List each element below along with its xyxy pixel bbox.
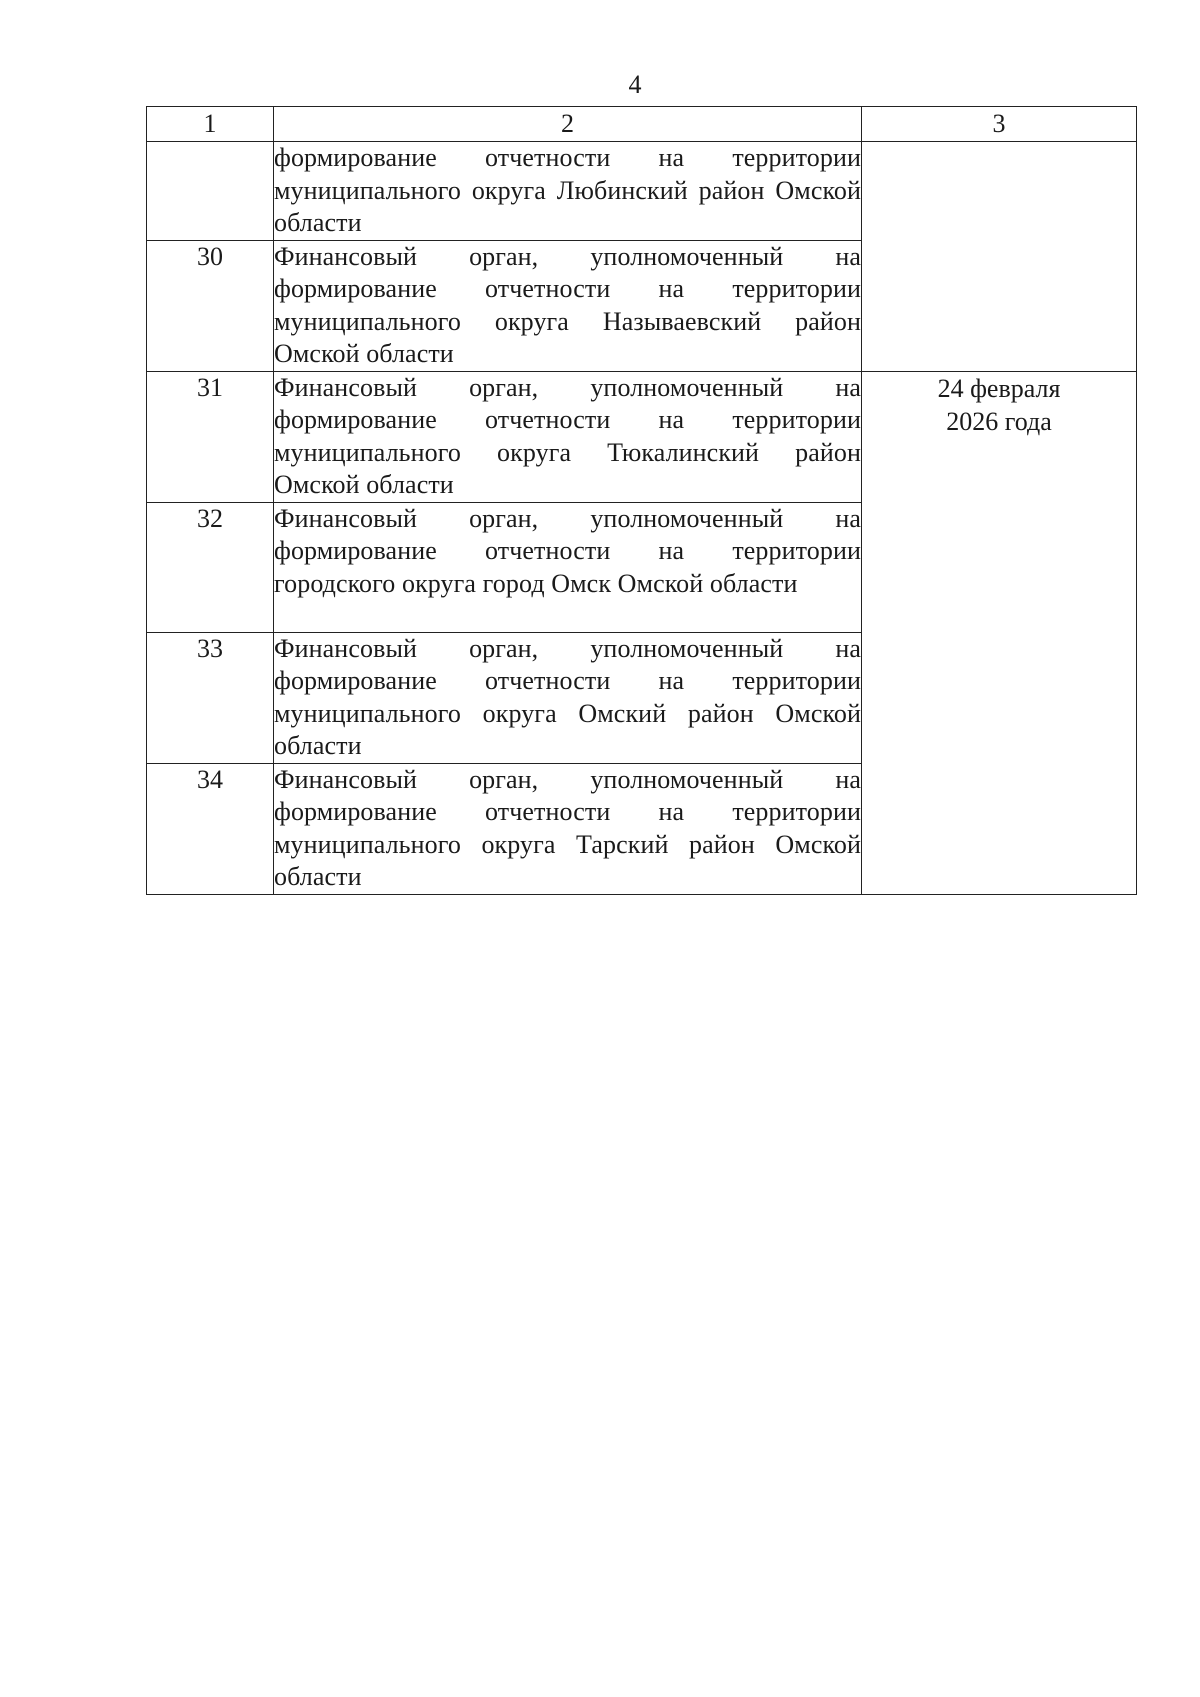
deadline-cell: [862, 371, 1137, 894]
row-description: формирование отчетности на территории муниципального округа Любинский район Омской области: [274, 142, 862, 241]
row-number: 30: [147, 240, 274, 371]
row-description: Финансовый орган, уполномоченный на формирование отчетности на территории муниципального округа Тюкалинский район Омской области: [274, 371, 862, 502]
table-header-row: [147, 107, 1137, 142]
deadline-cell-empty: [862, 142, 1137, 372]
row-description: Финансовый орган, уполномоченный на формирование отчетности на территории городского округа город Омск Омской области: [274, 502, 862, 632]
deadline-date: 24 февраля: [937, 373, 1061, 403]
reporting-deadlines-table: [146, 106, 1137, 895]
row-number: 31: [147, 371, 274, 502]
page-number: 4: [628, 70, 642, 99]
deadline-year: 2026 года: [946, 406, 1052, 436]
row-number: 33: [147, 632, 274, 763]
column-header-2: 2: [274, 107, 862, 142]
table-row: [147, 371, 1137, 502]
row-number: [147, 142, 274, 241]
table-row: [147, 142, 1137, 241]
row-description: Финансовый орган, уполномоченный на формирование отчетности на территории муниципального округа Называевский район Омской области: [274, 240, 862, 371]
column-header-3: 3: [862, 107, 1137, 142]
column-header-1: 1: [147, 107, 274, 142]
row-description: Финансовый орган, уполномоченный на формирование отчетности на территории муниципального округа Тарский район Омской области: [274, 763, 862, 894]
row-number: 32: [147, 502, 274, 632]
row-number: 34: [147, 763, 274, 894]
row-description: Финансовый орган, уполномоченный на формирование отчетности на территории муниципального округа Омский район Омской области: [274, 632, 862, 763]
